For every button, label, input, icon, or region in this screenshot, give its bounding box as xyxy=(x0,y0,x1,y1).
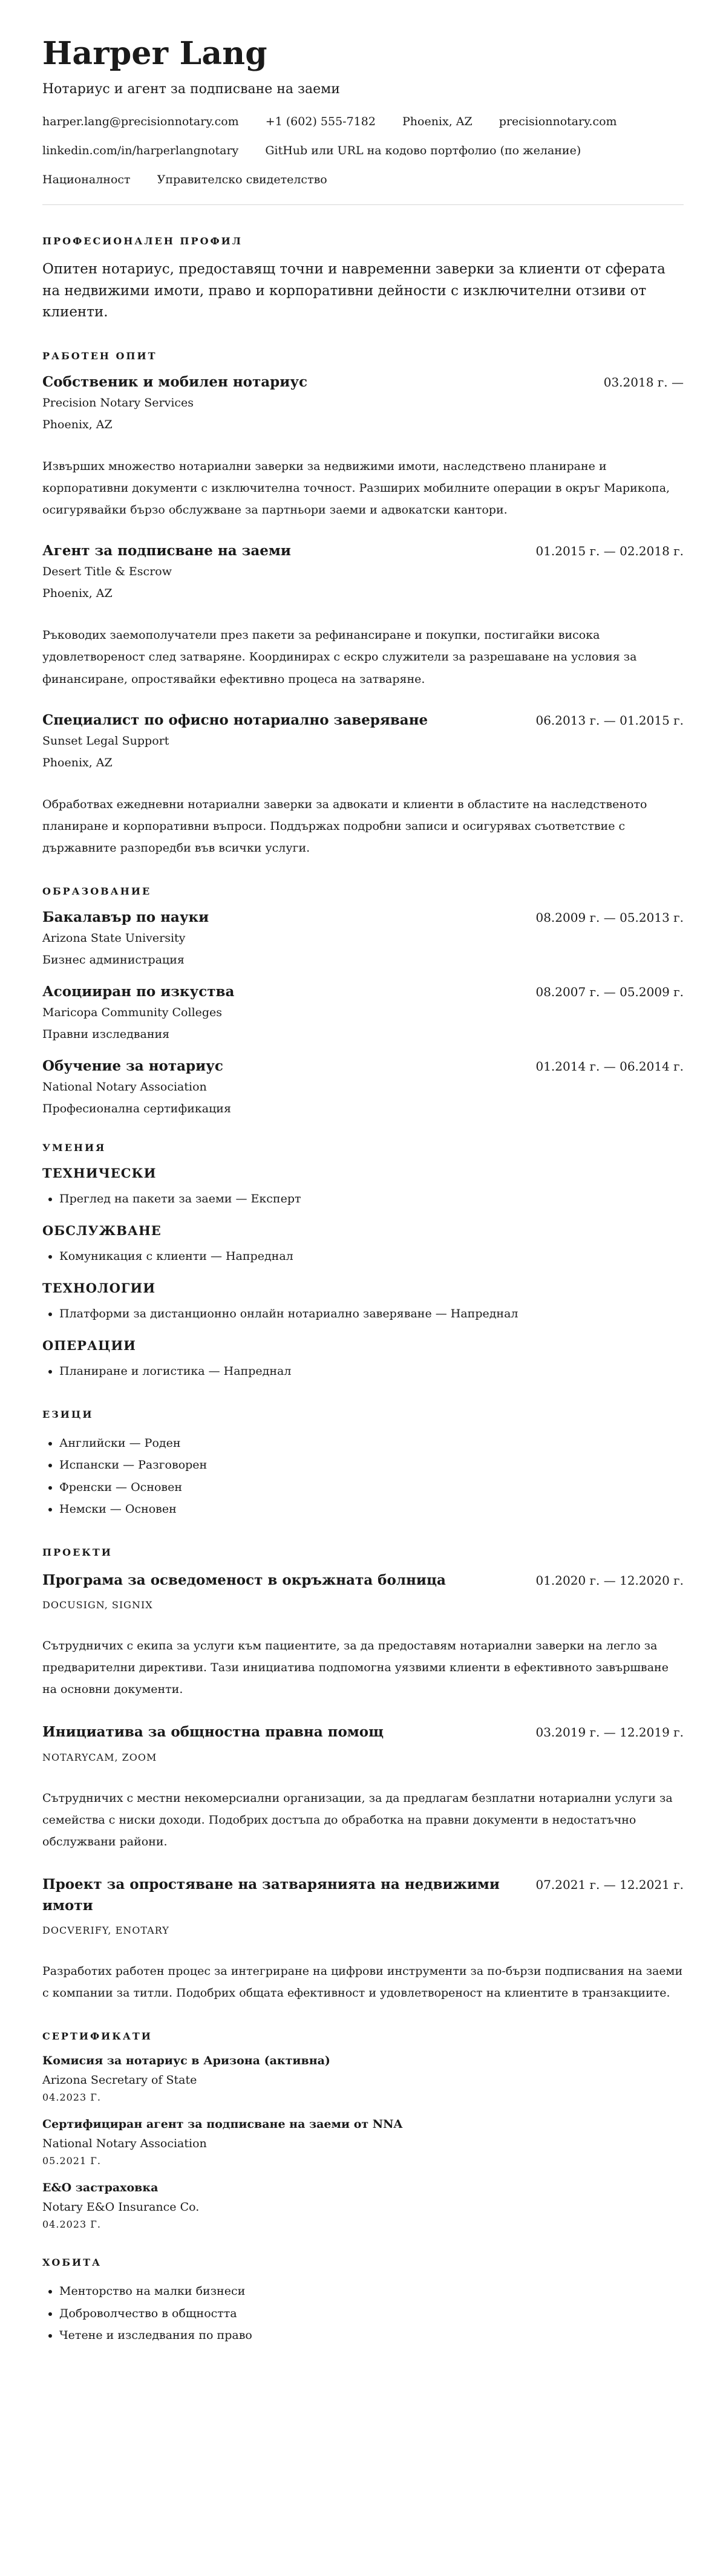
school-name: Maricopa Community Colleges xyxy=(42,1005,223,1019)
education-item xyxy=(42,983,684,1041)
contact-row-1 xyxy=(42,115,684,128)
experience-item xyxy=(42,712,684,859)
degree-field: Правни изследвания xyxy=(42,1027,170,1041)
job-description: Ръководих заемополучатели през пакети за рефинансиране и покупки, постигайки висока удовлетвореност след затваряне. Координирах с ескро служители за разрешаване на условия за финансиране, опростявайки ефективно процеса на затваряне. xyxy=(42,628,637,686)
contact-website[interactable]: precisionnotary.com xyxy=(499,115,617,129)
contact-portfolio[interactable]: GitHub или URL на кодово портфолио (по желание) xyxy=(265,144,581,158)
experience-section xyxy=(42,350,684,859)
project-description: Разработих работен процес за интегриране на цифрови инструменти за по-бързи подписвания на заеми с компании за титли. Подобрих общата ефективност и удовлетвореност на клиентите в транзакциите. xyxy=(42,1965,683,2000)
education-section xyxy=(42,885,684,1115)
certificates-section xyxy=(42,2030,684,2230)
education-item xyxy=(42,909,684,967)
project-tech: DOCUSIGN, SIGNIX xyxy=(42,1599,153,1611)
project-tech: NOTARYCAM, ZOOM xyxy=(42,1751,157,1763)
education-heading: ОБРАЗОВАНИЕ xyxy=(42,885,152,897)
contact-phone[interactable]: +1 (602) 555-7182 xyxy=(265,115,376,129)
profile-text: Опитен нотариус, предоставящ точни и навременни заверки за клиенти от сферата на недвижими имоти, право и корпоративни дейности с изключителни отзиви от клиенти. xyxy=(42,261,666,321)
project-description: Сътрудничих с екипа за услуги към пациентите, за да предоставям нотариални заверки на легло за предварителни директиви. Тази инициатива подпомогна уязвими клиенти в ефективното завършване на основни документи. xyxy=(42,1639,669,1697)
contact-linkedin[interactable]: linkedin.com/in/harperlangnotary xyxy=(42,144,239,158)
job-title: Собственик и мобилен нотариус xyxy=(42,374,308,391)
language-item: • Английски — Роден xyxy=(59,1432,684,1454)
job-date: 06.2013 г. — 01.2015 г. xyxy=(535,712,684,728)
school-name: National Notary Association xyxy=(42,1080,207,1094)
job-company: Desert Title & Escrow xyxy=(42,565,172,579)
language-item: • Испански — Разговорен xyxy=(59,1454,684,1476)
certificate-name: Комисия за нотариус в Аризона (активна) xyxy=(42,2054,330,2068)
skill-category: ТЕХНОЛОГИИ xyxy=(42,1280,156,1296)
job-location: Phoenix, AZ xyxy=(42,418,113,432)
experience-item xyxy=(42,374,684,521)
person-title: Нотариус и агент за подписване на заеми xyxy=(42,82,340,97)
school-name: Arizona State University xyxy=(42,931,186,945)
experience-heading: РАБОТЕН ОПИТ xyxy=(42,350,157,362)
degree-field: Бизнес администрация xyxy=(42,953,185,967)
skill-list xyxy=(42,1245,684,1267)
languages-section xyxy=(42,1409,684,1519)
contact-location: Phoenix, AZ xyxy=(402,115,473,129)
skill-list xyxy=(42,1188,684,1210)
degree-date: 01.2014 г. — 06.2014 г. xyxy=(535,1058,684,1074)
hobby-list xyxy=(42,2280,684,2346)
degree-title: Бакалавър по науки xyxy=(42,908,209,925)
contact-license: Управителско свидетелство xyxy=(157,173,327,187)
skill-item: • Комуникация с клиенти — Напреднал xyxy=(59,1245,684,1267)
certificate-date: 05.2021 Г. xyxy=(42,2155,101,2167)
degree-date: 08.2009 г. — 05.2013 г. xyxy=(535,910,684,925)
profile-heading: ПРОФЕСИОНАЛЕН ПРОФИЛ xyxy=(42,235,243,247)
project-date: 03.2019 г. — 12.2019 г. xyxy=(535,1725,684,1740)
skill-category: ОПЕРАЦИИ xyxy=(42,1338,136,1354)
project-item xyxy=(42,1874,684,2004)
projects-heading: ПРОЕКТИ xyxy=(42,1546,113,1558)
skill-item: • Планиране и логистика — Напреднал xyxy=(59,1360,684,1382)
contact-row-2 xyxy=(42,144,684,157)
hobbies-section xyxy=(42,2257,684,2346)
skill-category: ТЕХНИЧЕСКИ xyxy=(42,1165,157,1181)
profile-section xyxy=(42,235,684,324)
certificate-item xyxy=(42,2054,684,2103)
project-tech: DOCVERIFY, ENOTARY xyxy=(42,1925,169,1937)
project-item xyxy=(42,1722,684,1853)
contact-nationality: Националност xyxy=(42,173,131,187)
project-description: Сътрудничих с местни некомерсиални организации, за да предлагам безплатни нотариални услуги за семейства с ниски доходи. Подобрих достъпа до обработка на правни документи в недостатъчно обслужвани райони. xyxy=(42,1791,673,1849)
job-date: 03.2018 г. — xyxy=(603,375,684,390)
skills-heading: УМЕНИЯ xyxy=(42,1141,106,1153)
certificate-name: E&O застраховка xyxy=(42,2181,159,2195)
skill-item: • Платформи за дистанционно онлайн нотариално заверяване — Напреднал xyxy=(59,1303,684,1325)
certificate-issuer: Notary E&O Insurance Co. xyxy=(42,2200,200,2214)
certificate-name: Сертифициран агент за подписване на заеми от NNA xyxy=(42,2118,403,2131)
job-location: Phoenix, AZ xyxy=(42,587,113,601)
degree-title: Обучение за нотариус xyxy=(42,1057,223,1074)
certificate-issuer: National Notary Association xyxy=(42,2137,207,2151)
contact-email[interactable]: harper.lang@precisionnotary.com xyxy=(42,115,239,129)
language-item: • Френски — Основен xyxy=(59,1476,684,1498)
contact-row-3 xyxy=(42,173,684,186)
project-title: Проект за опростяване на затварянията на недвижими имоти xyxy=(42,1876,500,1914)
certificate-date: 04.2023 Г. xyxy=(42,2219,101,2231)
language-item: • Немски — Основен xyxy=(59,1498,684,1520)
hobby-item: • Менторство на малки бизнеси xyxy=(59,2280,684,2302)
education-item xyxy=(42,1058,684,1115)
skill-list xyxy=(42,1303,684,1325)
project-title: Програма за осведоменост в окръжната болница xyxy=(42,1571,446,1588)
skill-item: • Преглед на пакети за заеми — Експерт xyxy=(59,1188,684,1210)
person-name: Harper Lang xyxy=(42,35,267,72)
job-title: Агент за подписване на заеми xyxy=(42,543,291,559)
job-description: Обработвах ежедневни нотариални заверки за адвокати и клиенти в областите на наследственото планиране и корпоративни въпроси. Поддържах подробни записи и осигурявах съответствие с държавните разпоредби във всички услуги. xyxy=(42,797,647,855)
job-description: Извърших множество нотариални заверки за недвижими имоти, наследствено планиране и корпоративни документи с изключителна точност. Разширих мобилните операции в окръг Марикопа, осигурявайки бързо обслужване за партньори заеми и адвокатски кантори. xyxy=(42,460,670,517)
project-item xyxy=(42,1570,684,1701)
projects-section xyxy=(42,1547,684,2004)
degree-title: Асоцииран по изкуства xyxy=(42,983,235,1000)
job-title: Специалист по офисно нотариално заверяване xyxy=(42,711,428,728)
certificate-issuer: Arizona Secretary of State xyxy=(42,2073,197,2087)
project-date: 01.2020 г. — 12.2020 г. xyxy=(535,1573,684,1588)
certificate-date: 04.2023 Г. xyxy=(42,2092,101,2104)
degree-field: Професионална сертификация xyxy=(42,1101,231,1115)
job-date: 01.2015 г. — 02.2018 г. xyxy=(535,544,684,559)
certificates-heading: СЕРТИФИКАТИ xyxy=(42,2030,152,2043)
job-company: Sunset Legal Support xyxy=(42,734,169,748)
skill-list xyxy=(42,1360,684,1382)
skill-category: ОБСЛУЖВАНЕ xyxy=(42,1223,162,1239)
job-location: Phoenix, AZ xyxy=(42,755,113,769)
header-divider xyxy=(42,204,684,205)
degree-date: 08.2007 г. — 05.2009 г. xyxy=(535,984,684,999)
language-list xyxy=(42,1432,684,1519)
hobbies-heading: ХОБИТА xyxy=(42,2257,102,2269)
hobby-item: • Четене и изследвания по право xyxy=(59,2324,684,2346)
skills-section xyxy=(42,1142,684,1382)
certificate-item xyxy=(42,2118,684,2167)
resume-header xyxy=(42,36,684,186)
certificate-item xyxy=(42,2181,684,2230)
job-company: Precision Notary Services xyxy=(42,396,194,410)
experience-item xyxy=(42,543,684,690)
languages-heading: ЕЗИЦИ xyxy=(42,1409,94,1421)
project-date: 07.2021 г. — 12.2021 г. xyxy=(535,1877,684,1893)
project-title: Инициатива за общностна правна помощ xyxy=(42,1724,384,1741)
hobby-item: • Доброволчество в общността xyxy=(59,2303,684,2324)
